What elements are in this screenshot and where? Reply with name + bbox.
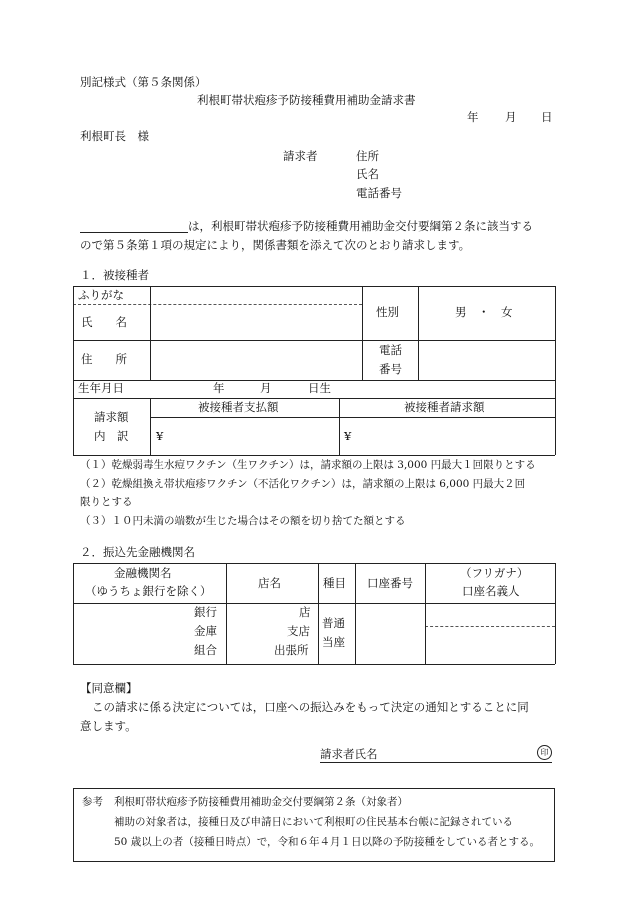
claimant-blank-line[interactable] (80, 232, 188, 233)
paid-amount-yen[interactable]: ¥ (156, 429, 164, 443)
vaccinee-phone-input[interactable] (420, 342, 553, 378)
addressee: 利根町長 様 (80, 129, 149, 143)
account-type-ordinary[interactable]: 普通 (322, 616, 345, 630)
vaccinee-name-input[interactable] (152, 306, 360, 338)
branch-type-main: 店 (299, 605, 311, 619)
consent-heading: 【同意欄】 (80, 681, 138, 695)
note-2: （２）乾燥組換え帯状疱疹ワクチン（不活化ワクチン）は，請求額の上限は 6,000 円最大２回 (80, 478, 526, 490)
intro-line-2: ので第５条第１項の規定により，関係書類を添えて次のとおり請求します。 (80, 238, 471, 252)
holder-furigana-header: （フリガナ） (460, 566, 529, 580)
claimant-phone-label: 電話番号 (356, 186, 402, 200)
account-number-header: 口座番号 (367, 576, 413, 590)
section1-heading: １．被接種者 (80, 268, 149, 282)
claimant-label: 請求者 (283, 149, 318, 163)
intro-line-1: は，利根町帯状疱疹予防接種費用補助金交付要綱第２条に該当する (188, 219, 533, 233)
date-month-label: 月 (505, 110, 517, 124)
note-3: （３）１０円未満の端数が生じた場合はその額を切り捨てた額とする (80, 515, 406, 527)
phone-label-line-1: 電話 (379, 343, 402, 357)
signature-label: 請求者氏名 (320, 747, 378, 761)
vaccinee-address-label: 住 所 (81, 352, 127, 366)
birthdate-label: 生年月日 (78, 381, 124, 395)
branch-header: 店名 (258, 576, 281, 590)
bank-name-header: 金融機関名 (114, 566, 172, 580)
gender-label: 性別 (376, 305, 399, 319)
date-year-label: 年 (467, 110, 479, 124)
reference-title: 利根町帯状疱疹予防接種費用補助金交付要綱第２条（対象者） (114, 796, 408, 808)
seal-mark: 印 (537, 745, 552, 760)
furigana-label: ふりがな (78, 288, 124, 302)
bank-type-bank: 銀行 (194, 605, 217, 619)
bank-name-header-note: （ゆうちょ銀行を除く） (85, 584, 212, 598)
bank-type-shinkin: 金庫 (194, 624, 217, 638)
breakdown-label-line-2: 内 訳 (94, 429, 129, 443)
bank-type-kumiai: 組合 (194, 643, 217, 657)
holder-name-header: 口座名義人 (462, 584, 520, 598)
consent-line-1: この請求に係る決定については，口座への振込みをもって決定の通知とすることに同 (92, 700, 529, 714)
furigana-input[interactable] (152, 288, 360, 303)
birth-month-label: 月 (260, 381, 272, 395)
claimant-name-label: 氏名 (356, 167, 379, 181)
section2-heading: ２．振込先金融機関名 (80, 545, 195, 559)
form-label: 別記様式（第５条関係） (80, 75, 207, 89)
birth-day-label: 日生 (308, 381, 331, 395)
account-type-current[interactable]: 当座 (322, 635, 345, 649)
reference-box (73, 788, 555, 862)
birth-year-label: 年 (213, 381, 225, 395)
reference-label: 参考 (82, 796, 103, 808)
page-title: 利根町帯状疱疹予防接種費用補助金請求書 (197, 93, 416, 107)
reference-line-2: 50 歳以上の者（接種日時点）で，令和６年４月１日以降の予防接種をしている者とする。 (114, 836, 540, 848)
branch-type-branch: 支店 (287, 624, 310, 638)
consent-line-2: 意します。 (80, 719, 137, 733)
breakdown-label-line-1: 請求額 (94, 410, 129, 424)
branch-type-office: 出張所 (274, 643, 309, 657)
claim-amount-yen[interactable]: ¥ (344, 429, 352, 443)
reference-line-1: 補助の対象者は，接種日及び申請日において利根町の住民基本台帳に記録されている (114, 816, 513, 828)
note-2-cont: 限りとする (80, 496, 133, 508)
vaccinee-name-label: 氏 名 (81, 315, 127, 329)
claim-amount-header: 被接種者請求額 (404, 400, 485, 414)
vaccinee-address-input[interactable] (152, 342, 360, 378)
signature-line[interactable] (320, 762, 552, 763)
paid-amount-header: 被接種者支払額 (198, 400, 279, 414)
date-day-label: 日 (541, 110, 553, 124)
gender-options[interactable]: 男 ・ 女 (455, 305, 513, 319)
phone-label-line-2: 番号 (379, 362, 402, 376)
claimant-address-label: 住所 (356, 149, 379, 163)
note-1: （１）乾燥弱毒生水痘ワクチン（生ワクチン）は，請求額の上限は 3,000 円最大１回限りとする (80, 459, 536, 471)
account-type-header: 種目 (323, 576, 346, 590)
